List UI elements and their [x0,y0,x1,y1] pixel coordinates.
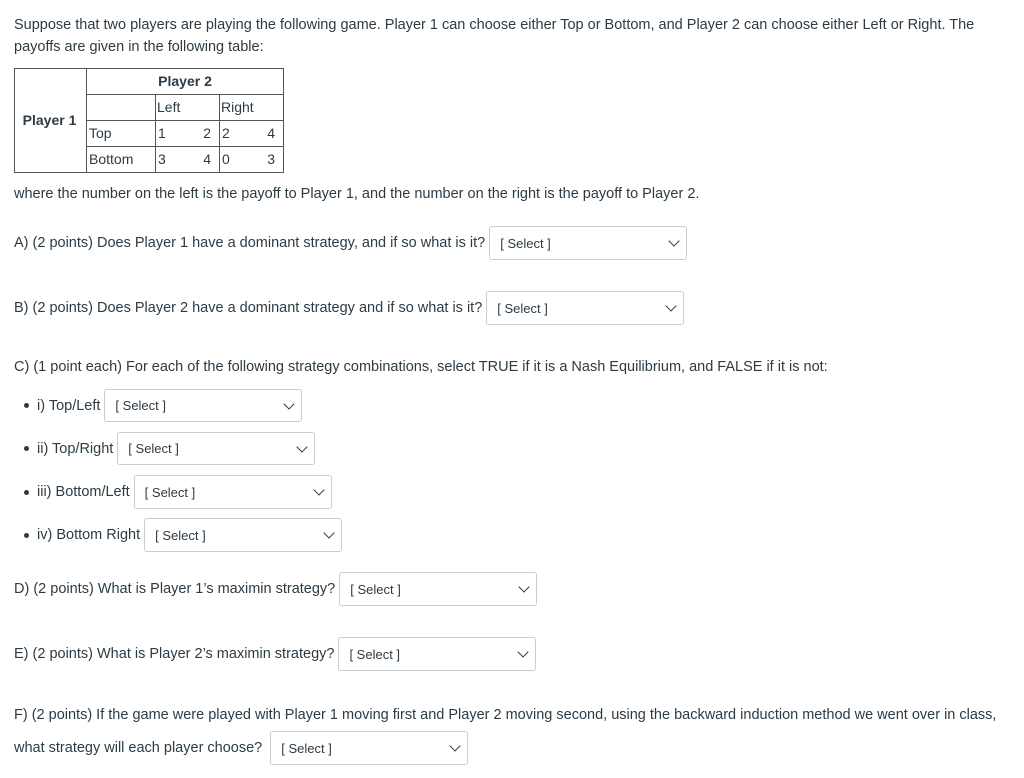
c-item-3-label: iii) Bottom/Left [37,484,130,500]
bullet-dot [24,533,29,538]
c-item-1-select[interactable]: [ Select ] [104,389,302,422]
chevron-down-icon [297,441,308,452]
payoff-top-left: 1 2 [158,125,211,141]
question-e [14,637,536,671]
chevron-down-icon [323,527,334,538]
intro-text: Suppose that two players are playing the following game. Player 1 can choose either Top or Bottom, and Player 2 can choose either Left or Right. The payoffs are given in the following table: [14,17,975,55]
question-b [14,291,684,325]
chevron-down-icon [518,646,529,657]
payoff-bottom-right: 0 3 [222,151,275,167]
question-a-label: A) (2 points) Does Player 1 have a dominant strategy, and if so what is it? [14,235,486,251]
c-item-4-label: iv) Bottom Right [37,527,141,543]
payoff-bottom-left: 3 4 [158,151,211,167]
question-c-item-3 [24,475,332,509]
chevron-down-icon [284,398,295,409]
payoff-table [14,68,284,173]
question-f-label: F) (2 points) If the game were played with Player 1 moving first and Player 2 moving second, using the backward induction method we went over in class, what strategy will each player choose? [14,707,997,756]
col-left: Left [156,95,220,121]
question-c-item-2 [24,432,315,465]
empty-corner [87,95,156,121]
col-right: Right [220,95,284,121]
question-f [14,700,1014,765]
chevron-down-icon [666,300,677,311]
question-c-item-1 [24,389,302,422]
row-top: Top [87,121,156,147]
chevron-down-icon [669,235,680,246]
question-a-select[interactable]: [ Select ] [489,226,687,260]
player2-header: Player 2 [87,69,284,95]
chevron-down-icon [519,581,530,592]
question-e-select[interactable]: [ Select ] [338,637,536,671]
question-d-select[interactable]: [ Select ] [339,572,537,606]
chevron-down-icon [450,740,461,751]
question-a [14,226,687,260]
question-c-label: C) (1 point each) For each of the following strategy combinations, select TRUE if it is a Nash Equilibrium, and FALSE if it is not: [14,359,828,375]
question-d [14,572,537,606]
bullet-dot [24,490,29,495]
question-d-label: D) (2 points) What is Player 1’s maximin strategy? [14,581,336,597]
c-item-3-select[interactable]: [ Select ] [134,475,332,509]
question-b-select[interactable]: [ Select ] [486,291,684,325]
question-b-label: B) (2 points) Does Player 2 have a dominant strategy and if so what is it? [14,300,483,316]
where-text: where the number on the left is the payoff to Player 1, and the number on the right is the payoff to Player 2. [14,186,700,202]
c-item-2-select[interactable]: [ Select ] [117,432,315,465]
payoff-top-right: 2 4 [222,125,275,141]
bullet-dot [24,403,29,408]
c-item-4-select[interactable]: [ Select ] [144,518,342,552]
question-c-item-4 [24,518,342,552]
question-e-label: E) (2 points) What is Player 2’s maximin strategy? [14,646,335,662]
question-f-select[interactable]: [ Select ] [270,731,468,765]
chevron-down-icon [313,484,324,495]
c-item-2-label: ii) Top/Right [37,440,114,457]
row-bottom: Bottom [87,147,156,173]
player1-header: Player 1 [15,69,87,173]
bullet-dot [24,446,29,451]
c-item-1-label: i) Top/Left [37,397,101,414]
